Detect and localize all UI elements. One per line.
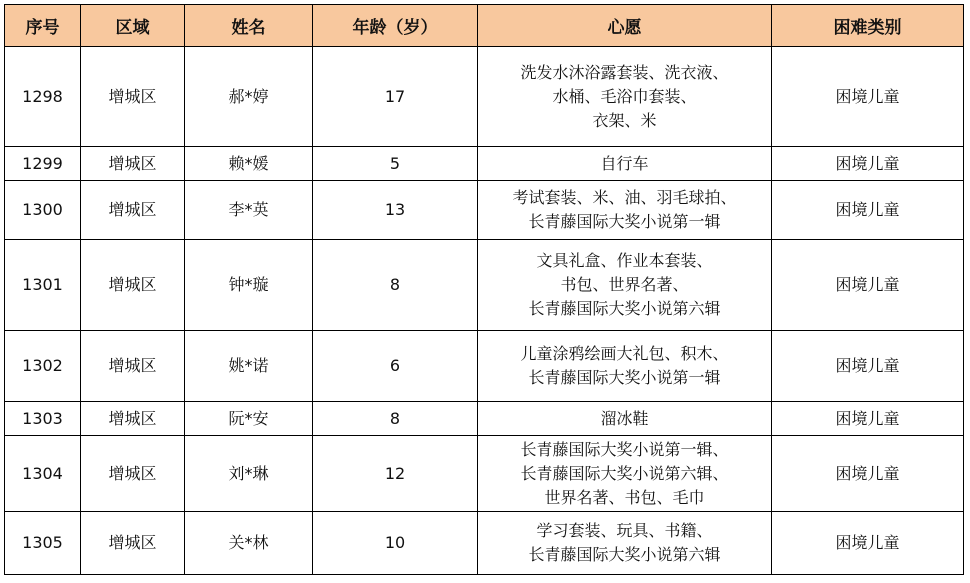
table-row [5, 147, 964, 181]
wish-line: 长青藤国际大奖小说第一辑 [528, 368, 721, 387]
wish-line: 水桶、毛浴巾套装、 [552, 86, 697, 106]
header-name: 姓名 [185, 5, 313, 47]
cell-name: 钟*璇 [185, 240, 313, 331]
wish-line: 考试套装、米、油、羽毛球拍、 [512, 188, 737, 207]
cell-wish [478, 181, 772, 240]
cell-wish [478, 240, 772, 331]
cell-serial-number: 1304 [5, 436, 81, 512]
cell-difficulty-type: 困境儿童 [772, 436, 964, 512]
cell-name: 阮*安 [185, 402, 313, 436]
table-row [5, 47, 964, 147]
wish-line: 长青藤国际大奖小说第一辑 [528, 212, 721, 231]
header-serial-number: 序号 [5, 5, 81, 47]
wish-line: 衣架、米 [592, 110, 657, 130]
cell-serial-number: 1299 [5, 147, 81, 181]
cell-wish [478, 147, 772, 181]
wish-line: 书包、世界名著、 [560, 275, 689, 294]
cell-serial-number: 1302 [5, 331, 81, 402]
wish-line: 学习套装、玩具、书籍、 [536, 521, 713, 540]
cell-difficulty-type: 困境儿童 [772, 47, 964, 147]
cell-wish [478, 512, 772, 575]
cell-area: 增城区 [81, 147, 185, 181]
cell-age: 6 [313, 331, 478, 402]
cell-wish [478, 402, 772, 436]
cell-difficulty-type: 困境儿童 [772, 240, 964, 331]
wish-line: 文具礼盒、作业本套装、 [536, 251, 713, 270]
wish-line: 自行车 [600, 153, 649, 173]
cell-age: 17 [313, 47, 478, 147]
cell-area: 增城区 [81, 402, 185, 436]
cell-difficulty-type: 困境儿童 [772, 147, 964, 181]
table-row [5, 181, 964, 240]
cell-name: 赖*媛 [185, 147, 313, 181]
cell-difficulty-type: 困境儿童 [772, 331, 964, 402]
table-row [5, 331, 964, 402]
cell-serial-number: 1303 [5, 402, 81, 436]
cell-name: 姚*诺 [185, 331, 313, 402]
table-row [5, 402, 964, 436]
cell-serial-number: 1298 [5, 47, 81, 147]
table-row [5, 240, 964, 331]
cell-wish [478, 436, 772, 512]
cell-age: 12 [313, 436, 478, 512]
table-row [5, 436, 964, 512]
cell-name: 关*林 [185, 512, 313, 575]
cell-area: 增城区 [81, 512, 185, 575]
header-difficulty-type: 困难类别 [772, 5, 964, 47]
header-age: 年龄（岁） [313, 5, 478, 47]
header-wish: 心愿 [478, 5, 772, 47]
wish-table [4, 4, 964, 575]
wish-line: 洗发水沐浴露套装、洗衣液、 [520, 62, 729, 82]
wish-line: 溜冰鞋 [600, 408, 649, 428]
table-header-row [5, 5, 964, 47]
cell-area: 增城区 [81, 181, 185, 240]
table-row [5, 512, 964, 575]
cell-wish [478, 47, 772, 147]
wish-line: 长青藤国际大奖小说第六辑 [528, 545, 721, 564]
header-area: 区域 [81, 5, 185, 47]
cell-area: 增城区 [81, 47, 185, 147]
wish-line: 长青藤国际大奖小说第一辑、 [520, 439, 729, 459]
wish-line: 儿童涂鸦绘画大礼包、积木、 [520, 344, 729, 363]
cell-difficulty-type: 困境儿童 [772, 512, 964, 575]
wish-line: 长青藤国际大奖小说第六辑 [528, 299, 721, 318]
cell-age: 13 [313, 181, 478, 240]
cell-wish [478, 331, 772, 402]
cell-name: 刘*琳 [185, 436, 313, 512]
cell-difficulty-type: 困境儿童 [772, 402, 964, 436]
cell-name: 李*英 [185, 181, 313, 240]
cell-area: 增城区 [81, 331, 185, 402]
cell-age: 8 [313, 402, 478, 436]
cell-serial-number: 1305 [5, 512, 81, 575]
wish-line: 长青藤国际大奖小说第六辑、 [520, 463, 729, 483]
cell-age: 5 [313, 147, 478, 181]
cell-serial-number: 1301 [5, 240, 81, 331]
cell-area: 增城区 [81, 436, 185, 512]
cell-serial-number: 1300 [5, 181, 81, 240]
cell-area: 增城区 [81, 240, 185, 331]
cell-age: 8 [313, 240, 478, 331]
cell-age: 10 [313, 512, 478, 575]
cell-difficulty-type: 困境儿童 [772, 181, 964, 240]
wish-line: 世界名著、书包、毛巾 [544, 487, 705, 507]
cell-name: 郝*婷 [185, 47, 313, 147]
